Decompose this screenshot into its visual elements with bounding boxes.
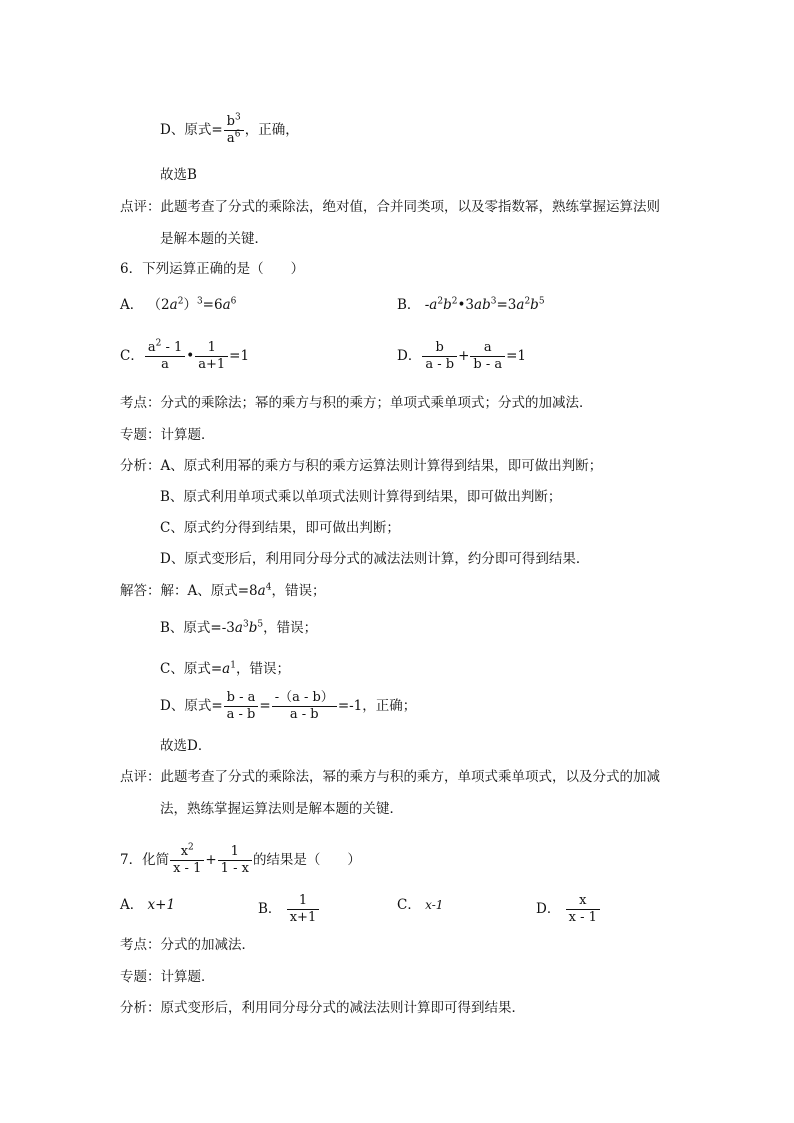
q6-option-d: D． $\frac{b}{a - b}$ + $\frac{a}{b - a}$ =1 (397, 340, 527, 372)
q6-fenxi: 分析：A、原式利用幂的乘方与积的乘方运算法则计算得到结果，即可做出判断； (120, 458, 603, 474)
prev-choice: 故选B (160, 167, 197, 183)
fraction: $\frac{a}{b - a}$ (470, 340, 505, 373)
q7-kaodian: 考点：分式的加减法． (120, 937, 255, 953)
q6-kaodian: 考点：分式的乘除法；幂的乘方与积的乘方；单项式乘单项式；分式的加减法． (120, 395, 593, 411)
q6-option-a: A． $(2a^2)^3=6a^6$ (120, 296, 237, 313)
q7-option-d: D． $\frac{x}{x - 1}$ (536, 893, 601, 926)
q6-fenxi-d: D、原式变形后，利用同分母分式的减法法则计算，约分即可得到结果． (160, 551, 590, 567)
q6-option-b: B． $-a^2b^2•3ab^3=3a^2b^5$ (397, 296, 545, 313)
q6-option-c: C． $\frac{a^2 - 1}{a}$ • $\frac{1}{a+1}$ =1 (120, 338, 250, 372)
fraction: $\frac{b - a}{a - b}$ (224, 690, 259, 723)
q6-stem: 6．下列运算正确的是（ ） (120, 261, 305, 277)
q6-zhuanti: 专题：计算题． (120, 427, 215, 443)
fraction: $\frac{b}{a - b}$ (422, 340, 457, 373)
q7-option-b: B． $\frac{1}{x+1}$ (258, 893, 320, 926)
q6-comment-cont: 法，熟练掌握运算法则是解本题的关键． (160, 801, 403, 817)
q6-jieda-c: C、原式$=a^1$，错误； (160, 660, 290, 677)
q7-option-c: C． x-1 (397, 897, 444, 913)
fraction: $\frac{x^2}{x - 1}$ (170, 844, 204, 877)
q6-choice: 故选D． (160, 738, 212, 754)
q6-fenxi-c: C、原式约分得到结果，即可做出判断； (160, 520, 400, 536)
q7-option-a: A． x+1 (120, 897, 176, 913)
q7-stem: 7．化简 $\frac{x^2}{x - 1}$ + $\frac{1}{1 - x}$ 的结果是（ ） (120, 842, 361, 876)
fraction: $\frac{1}{a+1}$ (195, 340, 228, 373)
q6-jieda-a: 解答：解：A、原式$=8a^4$，错误； (120, 582, 326, 599)
fraction: $\frac{1}{x+1}$ (287, 893, 320, 926)
q6-jieda-d: D、原式= $\frac{b - a}{a - b}$ = $\frac{-(a - b)}{a - b}$ =-1，正确； (160, 690, 417, 722)
q6-jieda-b: B、原式$=-3a^3b^5$，错误； (160, 619, 318, 636)
prev-comment: 点评：此题考查了分式的乘除法，绝对值，合并同类项，以及零指数幂，熟练掌握运算法则 (120, 199, 660, 215)
fraction: $\frac{-(a - b)}{a - b}$ (272, 690, 337, 723)
q7-zhuanti: 专题：计算题． (120, 969, 215, 985)
q6-comment: 点评：此题考查了分式的乘除法，幂的乘方与积的乘方，单项式乘单项式，以及分式的加减 (120, 769, 660, 785)
fraction: $\frac{b^3}{a^6}$ (224, 114, 244, 147)
fraction: $\frac{1}{1 - x}$ (218, 844, 252, 877)
prev-comment-cont: 是解本题的关键． (160, 231, 268, 247)
q6-fenxi-b: B、原式利用单项式乘以单项式法则计算得到结果，即可做出判断； (160, 489, 562, 505)
fraction: $\frac{x}{x - 1}$ (566, 893, 600, 926)
fraction: $\frac{a^2 - 1}{a}$ (145, 340, 185, 373)
q7-fenxi: 分析：原式变形后，利用同分母分式的减法法则计算即可得到结果． (120, 1000, 525, 1016)
prev-option-d-answer: D、原式= $\frac{b^3}{a^6}$ ，正确， (160, 112, 299, 146)
